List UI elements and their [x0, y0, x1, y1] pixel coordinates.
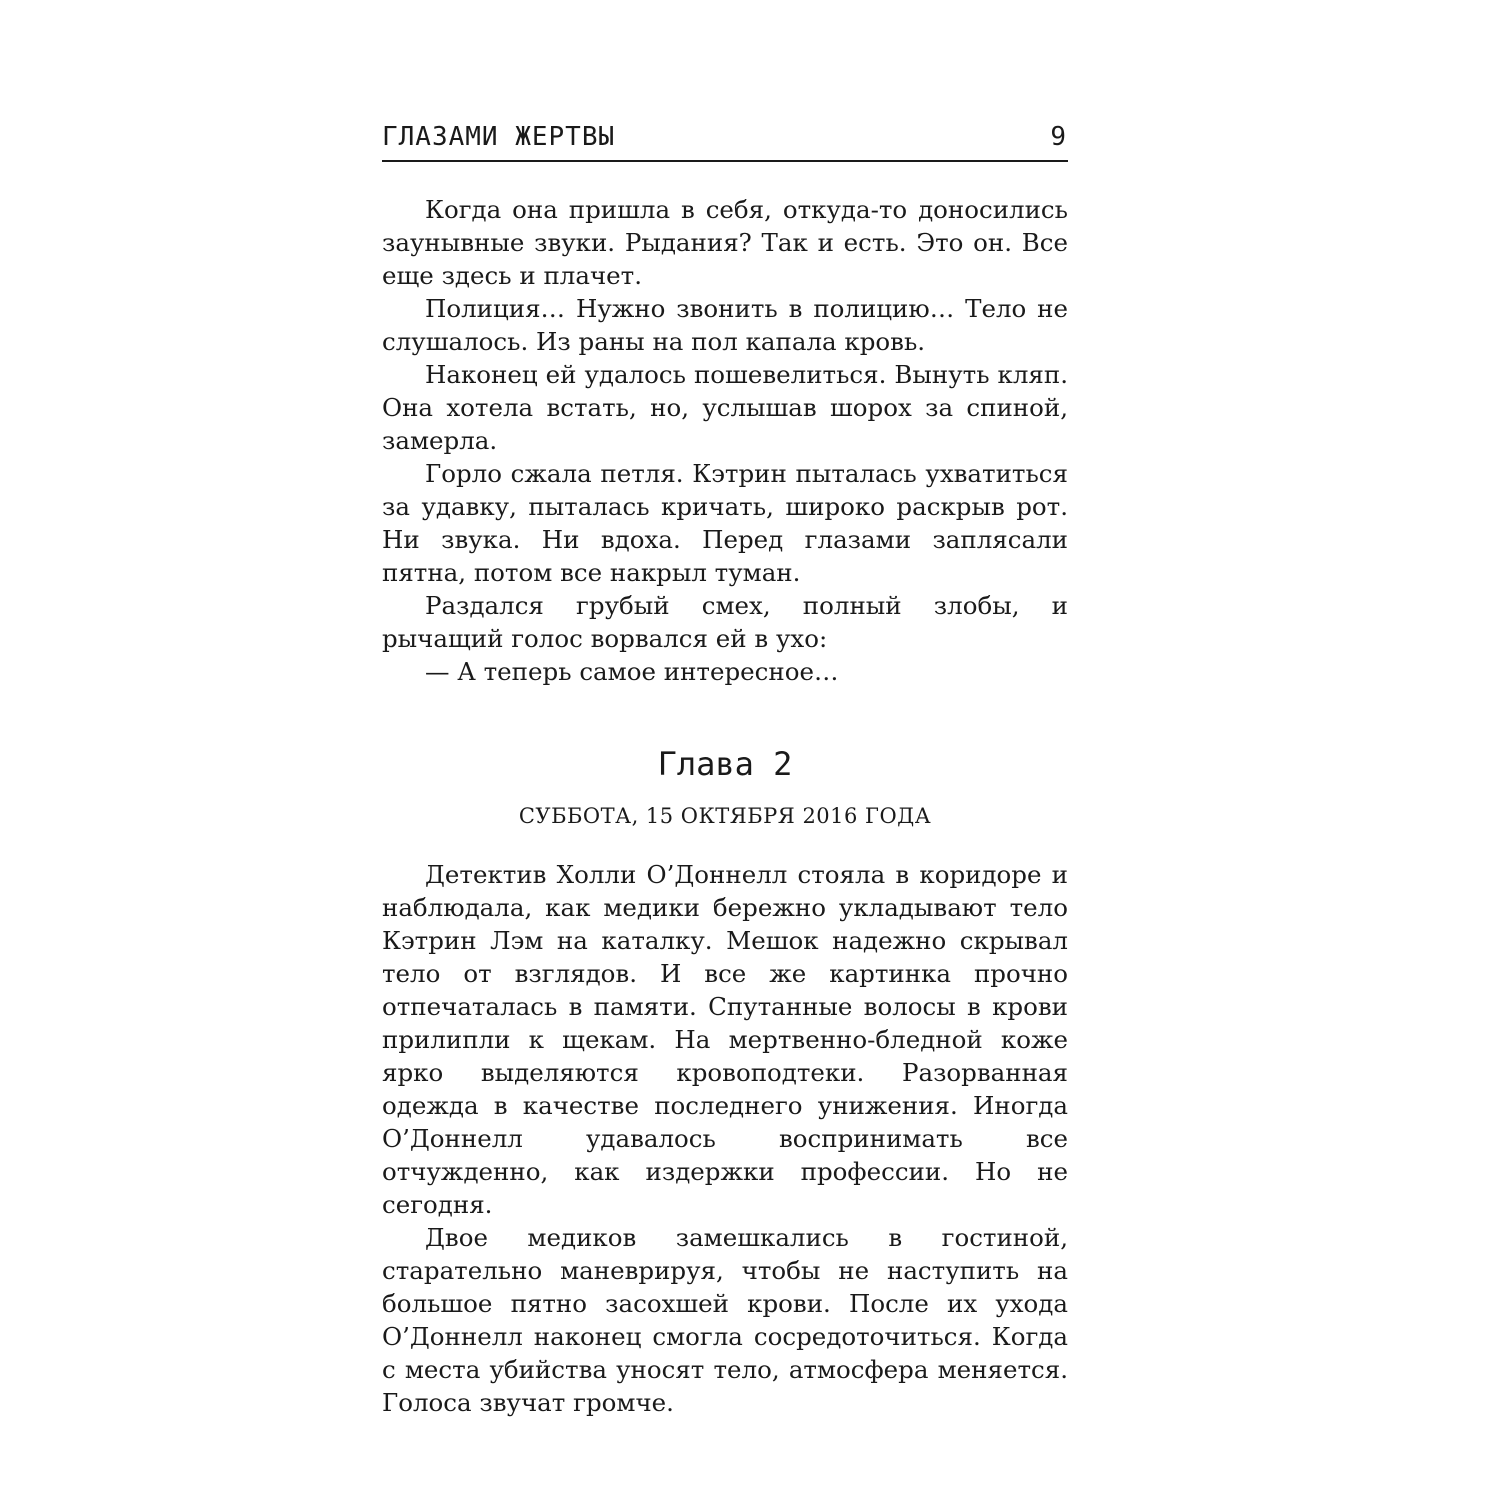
paragraph: Когда она пришла в себя, откуда-то доносились заунывные звуки. Рыдания? Так и есть. Это он. Все еще здесь и плачет.: [382, 195, 1068, 290]
text-block-chapter-end: [382, 193, 1068, 688]
text-block-chapter-start: [382, 858, 1068, 1419]
chapter-date: СУББОТА, 15 ОКТЯБРЯ 2016 ГОДА: [518, 804, 932, 828]
running-title: ГЛАЗАМИ ЖЕРТВЫ: [382, 122, 616, 152]
paragraph: Наконец ей удалось пошевелиться. Вынуть кляп. Она хотела встать, но, услышав шорох за спиной, замерла.: [382, 360, 1068, 455]
paragraph: Детектив Холли О’Доннелл стояла в коридоре и наблюдала, как медики бережно укладывают тело Кэтрин Лэм на каталку. Мешок надежно скрывал тело от взглядов. И все же картинка прочно отпечаталась в памяти. Спутанные волосы в крови прилипли к щекам. На мертвенно-бледной коже ярко выделяются кровоподтеки. Разорванная одежда в качестве последнего унижения. Иногда О’Доннелл удавалось воспринимать все отчужденно, как издержки профессии. Но не сегодня.: [382, 860, 1068, 1219]
book-page: [382, 120, 1068, 1417]
paragraph: Двое медиков замешкались в гостиной, старательно маневрируя, чтобы не наступить на большое пятно засохшей крови. После их ухода О’Доннелл наконец смогла сосредоточиться. Когда с места убийства уносят тело, атмосфера меняется. Голоса звучат громче.: [382, 1223, 1068, 1417]
dialogue-line: — А теперь самое интересное…: [425, 657, 839, 686]
paragraph: Горло сжала петля. Кэтрин пыталась ухватиться за удавку, пыталась кричать, широко раскрыв рот. Ни звука. Ни вдоха. Перед глазами заплясали пятна, потом все накрыл туман.: [382, 459, 1068, 587]
paragraph: Полиция… Нужно звонить в полицию… Тело не слушалось. Из раны на пол капала кровь.: [382, 294, 1068, 356]
paragraph: Раздался грубый смех, полный злобы, и рычащий голос ворвался ей в ухо:: [382, 591, 1068, 653]
chapter-title: Глава 2: [657, 745, 793, 783]
page-number: 9: [1050, 122, 1066, 152]
running-header: [382, 120, 1068, 162]
